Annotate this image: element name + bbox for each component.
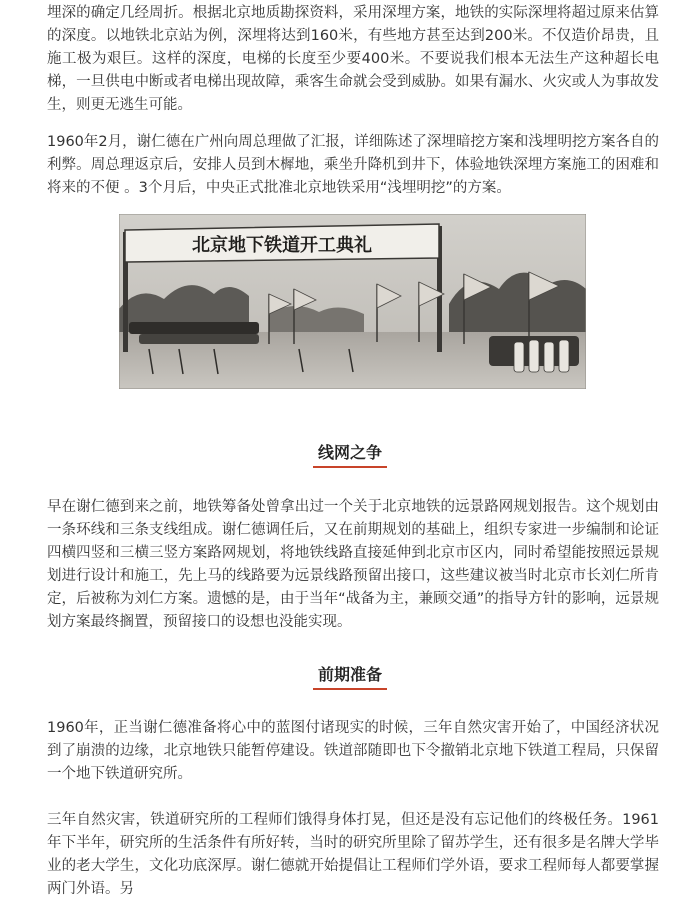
article-paragraph-3: 早在谢仁德到来之前，地铁筹备处曾拿出过一个关于北京地铁的远景路网规划报告。这个规划由一条环线和三条支线组成。谢仁德调任后，又在前期规划的基础上，组织专家进一步编制和论证四横四竖和三横三竖方案路网规划，将地铁线路直接延伸到北京市区内，同时希望能按照远景规划进行设计和施工，先上马的线路要为远景线路预留出接口，这些建议被当时北京市长刘仁所肯定，后被称为刘仁方案。遗憾的是，由于当年“战备为主，兼顾交通”的指导方针的影响，远景规划方案最终搁置，预留接口的设想也没能实现。 <box>47 499 659 630</box>
article-paragraph-1: 埋深的确定几经周折。根据北京地质勘探资料，采用深埋方案，地铁的实际深埋将超过原来估算的深度。以地铁北京站为例，深埋将达到160米，有些地方甚至达到200米。不仅造价昂贵，且施工极为艰巨。这样的深度，电梯的长度至少要400米。不要说我们根本无法生产这种超长电梯，一旦供电中断或者电梯出现故障，乘客生命就会受到威胁。如果有漏水、火灾或人为事故发生，则更无逃生可能。 <box>47 5 659 113</box>
groundbreaking-ceremony-photo <box>119 214 586 389</box>
section-heading-network <box>0 440 700 468</box>
article-paragraph-4: 1960年，正当谢仁德准备将心中的蓝图付诸现实的时候，三年自然灾害开始了，中国经济状况到了崩溃的边缘，北京地铁只能暂停建设。铁道部随即也下令撤销北京地下铁道工程局，只保留一个地下铁道研究所。 <box>47 720 659 782</box>
section-heading-preparation <box>0 662 700 690</box>
article-paragraph-5: 三年自然灾害，铁道研究所的工程师们饿得身体打晃，但还是没有忘记他们的终极任务。1961年下半年，研究所的生活条件有所好转，当时的研究所里除了留苏学生，还有很多是名牌大学毕业的老大学生，文化功底深厚。谢仁德就开始提倡让工程师们学外语，要求工程师每人都要掌握两门外语。另 <box>47 812 659 897</box>
section-heading-network-text: 线网之争 <box>313 440 387 468</box>
photo-banner-text: 北京地下铁道开工典礼 <box>192 235 372 256</box>
article-paragraph-2: 1960年2月，谢仁德在广州向周总理做了汇报，详细陈述了深埋暗挖方案和浅埋明挖方案各自的利弊。周总理返京后，安排人员到木樨地，乘坐升降机到井下，体验地铁深埋方案施工的困难和将来的不便 。3个月后，中央正式批准北京地铁采用“浅埋明挖”的方案。 <box>47 134 659 196</box>
section-heading-preparation-text: 前期准备 <box>313 662 387 690</box>
